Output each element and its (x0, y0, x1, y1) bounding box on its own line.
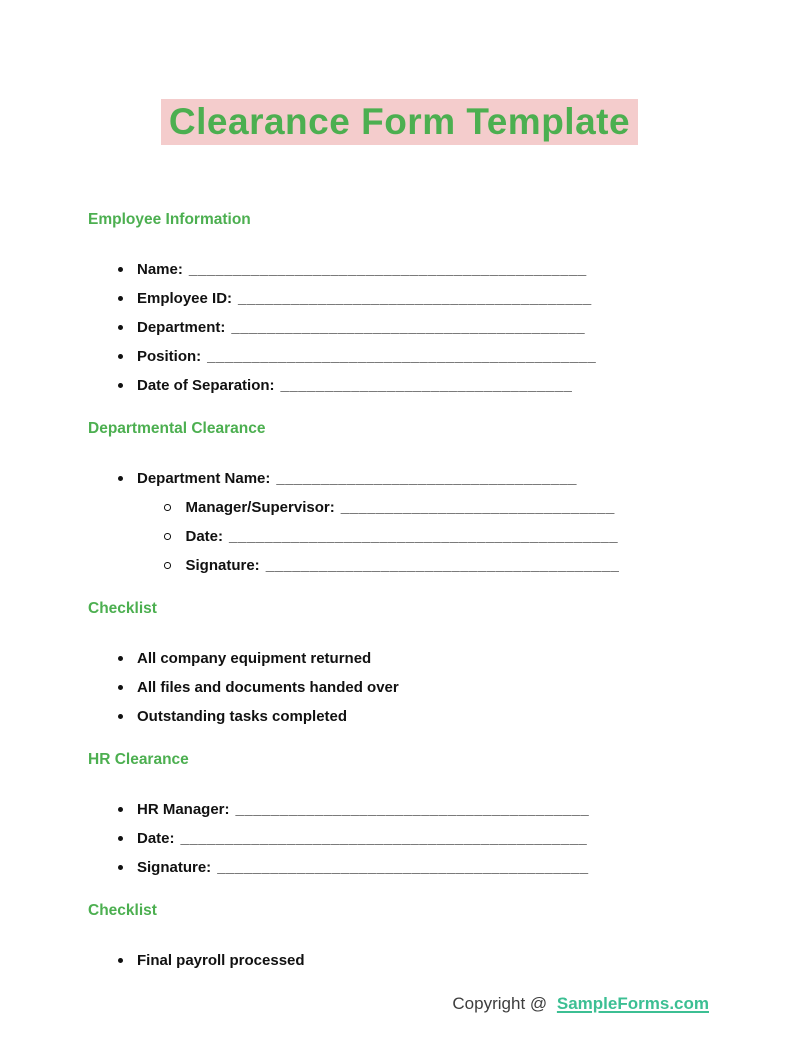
form-subfield-row (0, 551, 799, 580)
bullet-disc-icon (118, 476, 123, 481)
form-field-row (0, 342, 799, 371)
checklist-item-text: All company equipment returned (137, 650, 372, 667)
form-subfield-row (0, 493, 799, 522)
copyright-text: Copyright @ (452, 994, 548, 1013)
field-label: HR Manager: (137, 801, 230, 818)
checklist-item-text: All files and documents handed over (137, 679, 399, 696)
blank-line: ________________________________________ (265, 557, 620, 574)
blank-line: ________________________________________ (238, 290, 592, 307)
blank-line: ____________________________________________ (229, 528, 619, 545)
field-label: Date: (185, 528, 224, 545)
section-heading: Checklist (88, 902, 157, 919)
bullet-disc-icon (118, 685, 123, 690)
checklist-item (0, 673, 799, 702)
bullet-disc-icon (118, 807, 123, 812)
checklist-item (0, 946, 799, 975)
field-list (0, 795, 799, 882)
bullet-circle-icon (164, 533, 171, 540)
field-list (0, 255, 799, 400)
section-heading: Departmental Clearance (88, 420, 266, 437)
section-departmental-clearance (0, 418, 799, 580)
bullet-disc-icon (118, 865, 123, 870)
blank-line: ____________________________________________ (207, 348, 597, 365)
bullet-disc-icon (118, 656, 123, 661)
field-label: Manager/Supervisor: (185, 499, 335, 516)
field-label: Name: (137, 261, 183, 278)
checklist (0, 644, 799, 731)
blank-line: _________________________________ (280, 377, 573, 394)
field-label: Department Name: (137, 470, 271, 487)
field-label: Signature: (137, 859, 212, 876)
field-label: Employee ID: (137, 290, 233, 307)
form-field-row (0, 464, 799, 493)
blank-line: __________________________________________ (217, 859, 589, 876)
bullet-circle-icon (164, 504, 171, 511)
checklist-item-text: Final payroll processed (137, 952, 305, 969)
blank-line: ________________________________________ (231, 319, 586, 336)
bullet-disc-icon (118, 836, 123, 841)
form-field-row (0, 313, 799, 342)
checklist-item (0, 702, 799, 731)
bullet-disc-icon (118, 354, 123, 359)
checklist-item (0, 644, 799, 673)
section-hr-clearance (0, 749, 799, 882)
form-field-row (0, 371, 799, 400)
form-field-row (0, 284, 799, 313)
form-subfield-row (0, 522, 799, 551)
footer (452, 994, 709, 1014)
field-label: Position: (137, 348, 202, 365)
blank-line: ______________________________________________ (180, 830, 588, 847)
section-heading: Checklist (88, 600, 157, 617)
page-title: Clearance Form Template (161, 99, 638, 145)
field-list (0, 464, 799, 580)
section-heading: HR Clearance (88, 751, 189, 768)
bullet-disc-icon (118, 714, 123, 719)
bullet-disc-icon (118, 267, 123, 272)
blank-line: ________________________________________ (235, 801, 590, 818)
field-label: Date: (137, 830, 175, 847)
field-label: Department: (137, 319, 226, 336)
blank-line: _____________________________________________ (188, 261, 587, 278)
form-field-row (0, 824, 799, 853)
bullet-disc-icon (118, 958, 123, 963)
section-heading: Employee Information (88, 211, 251, 228)
bullet-disc-icon (118, 325, 123, 330)
field-label: Date of Separation: (137, 377, 275, 394)
section-employee-information (0, 209, 799, 400)
blank-line: _______________________________ (340, 499, 615, 516)
sampleforms-link[interactable]: SampleForms.com (556, 994, 709, 1013)
field-label: Signature: (185, 557, 260, 574)
section-checklist-hr (0, 900, 799, 975)
title-container (0, 0, 799, 145)
form-field-row (0, 795, 799, 824)
checklist (0, 946, 799, 975)
bullet-disc-icon (118, 383, 123, 388)
bullet-circle-icon (164, 562, 171, 569)
checklist-item-text: Outstanding tasks completed (137, 708, 348, 725)
form-field-row (0, 853, 799, 882)
form-field-row (0, 255, 799, 284)
blank-line: __________________________________ (276, 470, 578, 487)
bullet-disc-icon (118, 296, 123, 301)
section-checklist-departmental (0, 598, 799, 731)
